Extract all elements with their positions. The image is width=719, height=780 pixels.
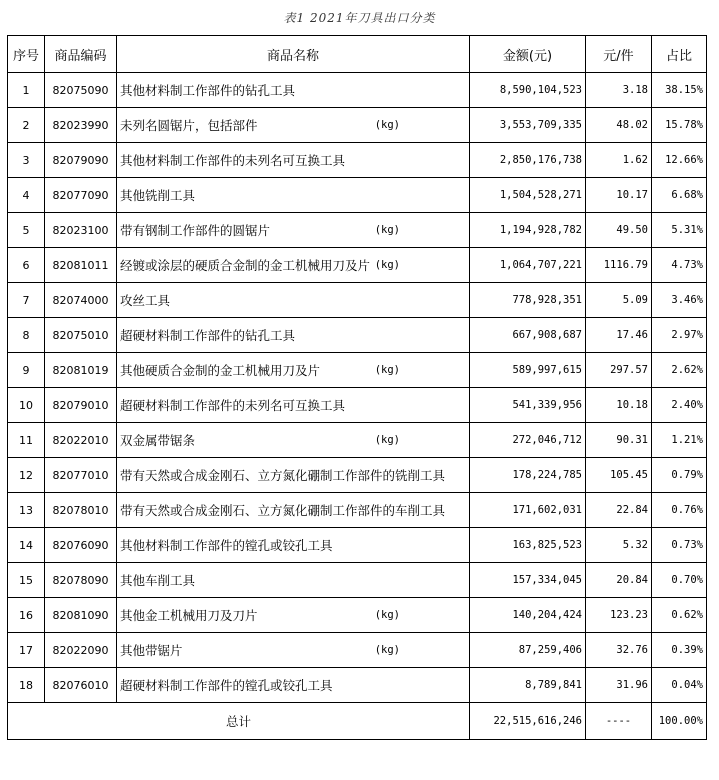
row-amount: 1,194,928,782 xyxy=(470,213,586,248)
total-amount: 22,515,616,246 xyxy=(470,703,586,740)
row-share: 15.78% xyxy=(652,108,707,143)
row-share: 2.40% xyxy=(652,388,707,423)
row-name: 其他材料制工作部件的镗孔或铰孔工具 xyxy=(120,538,333,553)
row-share: 0.70% xyxy=(652,563,707,598)
row-name: 带有天然或合成金刚石、立方氮化硼制工作部件的车削工具 xyxy=(120,503,446,518)
row-share: 38.15% xyxy=(652,73,707,108)
row-name-cell xyxy=(117,563,470,598)
row-index: 7 xyxy=(8,283,45,318)
row-name-cell xyxy=(117,213,470,248)
row-amount: 1,504,528,271 xyxy=(470,178,586,213)
row-share: 0.04% xyxy=(652,668,707,703)
row-name: 超硬材料制工作部件的未列名可互换工具 xyxy=(120,398,346,413)
row-amount: 157,334,045 xyxy=(470,563,586,598)
table-row xyxy=(8,528,707,563)
row-unit-price: 123.23 xyxy=(586,598,652,633)
table-caption: 表1 2021年刀具出口分类 xyxy=(283,11,436,25)
row-index: 6 xyxy=(8,248,45,283)
row-name: 双金属带锯条 xyxy=(120,433,196,448)
row-name: 其他材料制工作部件的未列名可互换工具 xyxy=(120,153,346,168)
row-unit-note: (kg) xyxy=(374,644,400,656)
row-name-cell xyxy=(117,598,470,633)
table-row xyxy=(8,318,707,353)
row-share: 2.62% xyxy=(652,353,707,388)
header-code: 商品编码 xyxy=(45,36,117,73)
header-row xyxy=(8,36,707,73)
row-unit-price: 17.46 xyxy=(586,318,652,353)
row-name: 超硬材料制工作部件的钻孔工具 xyxy=(120,328,296,343)
row-name: 其他硬质合金制的金工机械用刀及片 xyxy=(120,363,321,378)
row-amount: 541,339,956 xyxy=(470,388,586,423)
row-code: 82022010 xyxy=(45,423,117,458)
table-row xyxy=(8,248,707,283)
row-index: 4 xyxy=(8,178,45,213)
row-unit-price: 5.09 xyxy=(586,283,652,318)
row-amount: 8,590,104,523 xyxy=(470,73,586,108)
row-unit-price: 5.32 xyxy=(586,528,652,563)
header-share: 占比 xyxy=(652,36,707,73)
row-name-cell xyxy=(117,633,470,668)
table-row xyxy=(8,388,707,423)
row-amount: 589,997,615 xyxy=(470,353,586,388)
row-code: 82075010 xyxy=(45,318,117,353)
row-unit-price: 105.45 xyxy=(586,458,652,493)
row-index: 3 xyxy=(8,143,45,178)
row-code: 82081011 xyxy=(45,248,117,283)
header-unit-price: 元/件 xyxy=(586,36,652,73)
row-unit-price: 20.84 xyxy=(586,563,652,598)
row-index: 9 xyxy=(8,353,45,388)
row-index: 5 xyxy=(8,213,45,248)
row-unit-note: (kg) xyxy=(374,609,400,621)
row-name-cell xyxy=(117,528,470,563)
row-unit-price: 32.76 xyxy=(586,633,652,668)
total-share: 100.00% xyxy=(652,703,707,740)
row-amount: 3,553,709,335 xyxy=(470,108,586,143)
table-row xyxy=(8,633,707,668)
export-table xyxy=(7,35,707,740)
row-index: 17 xyxy=(8,633,45,668)
row-amount: 2,850,176,738 xyxy=(470,143,586,178)
row-unit-note: (kg) xyxy=(374,364,400,376)
row-amount: 163,825,523 xyxy=(470,528,586,563)
row-name-cell xyxy=(117,458,470,493)
row-name-cell xyxy=(117,423,470,458)
row-amount: 171,602,031 xyxy=(470,493,586,528)
table-row xyxy=(8,493,707,528)
row-unit-price: 22.84 xyxy=(586,493,652,528)
row-name: 经镀或涂层的硬质合金制的金工机械用刀及片 xyxy=(120,258,371,273)
row-unit-price: 10.18 xyxy=(586,388,652,423)
table-row xyxy=(8,353,707,388)
row-name-cell xyxy=(117,388,470,423)
row-index: 8 xyxy=(8,318,45,353)
row-amount: 178,224,785 xyxy=(470,458,586,493)
row-code: 82079090 xyxy=(45,143,117,178)
row-unit-price: 1.62 xyxy=(586,143,652,178)
row-unit-note: (kg) xyxy=(374,224,400,236)
row-code: 82078090 xyxy=(45,563,117,598)
row-index: 18 xyxy=(8,668,45,703)
row-index: 12 xyxy=(8,458,45,493)
row-index: 11 xyxy=(8,423,45,458)
row-share: 2.97% xyxy=(652,318,707,353)
row-name: 带有天然或合成金刚石、立方氮化硼制工作部件的铣削工具 xyxy=(120,468,446,483)
row-name-cell xyxy=(117,178,470,213)
row-code: 82076010 xyxy=(45,668,117,703)
row-amount: 272,046,712 xyxy=(470,423,586,458)
row-amount: 667,908,687 xyxy=(470,318,586,353)
row-name: 其他带锯片 xyxy=(120,643,183,658)
table-row xyxy=(8,423,707,458)
row-index: 16 xyxy=(8,598,45,633)
row-unit-price: 297.57 xyxy=(586,353,652,388)
row-code: 82081090 xyxy=(45,598,117,633)
table-row xyxy=(8,283,707,318)
row-share: 0.62% xyxy=(652,598,707,633)
total-label: 总计 xyxy=(8,703,470,740)
row-share: 0.73% xyxy=(652,528,707,563)
row-name: 其他铣削工具 xyxy=(120,188,196,203)
row-name: 其他材料制工作部件的钻孔工具 xyxy=(120,83,296,98)
row-index: 15 xyxy=(8,563,45,598)
row-amount: 87,259,406 xyxy=(470,633,586,668)
row-name: 攻丝工具 xyxy=(120,293,171,308)
row-name: 未列名圆锯片，包括部件 xyxy=(120,118,258,133)
row-share: 1.21% xyxy=(652,423,707,458)
row-code: 82076090 xyxy=(45,528,117,563)
total-unit-price: ---- xyxy=(586,703,652,740)
row-name-cell xyxy=(117,493,470,528)
table-row xyxy=(8,668,707,703)
row-code: 82075090 xyxy=(45,73,117,108)
row-unit-price: 48.02 xyxy=(586,108,652,143)
row-name-cell xyxy=(117,108,470,143)
row-name-cell xyxy=(117,73,470,108)
row-unit-price: 10.17 xyxy=(586,178,652,213)
row-name-cell xyxy=(117,353,470,388)
row-share: 0.39% xyxy=(652,633,707,668)
row-unit-note: (kg) xyxy=(374,434,400,446)
row-share: 0.79% xyxy=(652,458,707,493)
row-amount: 140,204,424 xyxy=(470,598,586,633)
row-name-cell xyxy=(117,143,470,178)
row-index: 10 xyxy=(8,388,45,423)
row-name-cell xyxy=(117,318,470,353)
row-unit-note: (kg) xyxy=(374,119,400,131)
row-code: 82077090 xyxy=(45,178,117,213)
row-code: 82023990 xyxy=(45,108,117,143)
row-unit-price: 49.50 xyxy=(586,213,652,248)
row-code: 82081019 xyxy=(45,353,117,388)
header-idx: 序号 xyxy=(8,36,45,73)
row-share: 5.31% xyxy=(652,213,707,248)
row-name: 其他车削工具 xyxy=(120,573,196,588)
header-amount: 金额(元) xyxy=(470,36,586,73)
row-amount: 8,789,841 xyxy=(470,668,586,703)
row-name-cell xyxy=(117,248,470,283)
table-row xyxy=(8,108,707,143)
row-name: 其他金工机械用刀及刀片 xyxy=(120,608,258,623)
row-unit-note: (kg) xyxy=(374,259,400,271)
row-unit-price: 1116.79 xyxy=(586,248,652,283)
table-row xyxy=(8,73,707,108)
row-index: 13 xyxy=(8,493,45,528)
total-row xyxy=(8,703,707,740)
row-unit-price: 3.18 xyxy=(586,73,652,108)
row-share: 6.68% xyxy=(652,178,707,213)
table-row xyxy=(8,563,707,598)
table-row xyxy=(8,598,707,633)
row-code: 82078010 xyxy=(45,493,117,528)
row-unit-price: 90.31 xyxy=(586,423,652,458)
row-name: 带有钢制工作部件的圆锯片 xyxy=(120,223,271,238)
row-code: 82023100 xyxy=(45,213,117,248)
table-row xyxy=(8,458,707,493)
row-share: 4.73% xyxy=(652,248,707,283)
row-share: 3.46% xyxy=(652,283,707,318)
row-unit-price: 31.96 xyxy=(586,668,652,703)
row-amount: 1,064,707,221 xyxy=(470,248,586,283)
row-share: 0.76% xyxy=(652,493,707,528)
row-code: 82079010 xyxy=(45,388,117,423)
row-code: 82022090 xyxy=(45,633,117,668)
table-row xyxy=(8,178,707,213)
row-amount: 778,928,351 xyxy=(470,283,586,318)
row-code: 82074000 xyxy=(45,283,117,318)
header-name: 商品名称 xyxy=(117,36,470,73)
row-share: 12.66% xyxy=(652,143,707,178)
table-row xyxy=(8,143,707,178)
table-row xyxy=(8,213,707,248)
row-index: 2 xyxy=(8,108,45,143)
row-index: 1 xyxy=(8,73,45,108)
row-name: 超硬材料制工作部件的镗孔或铰孔工具 xyxy=(120,678,333,693)
row-name-cell xyxy=(117,283,470,318)
row-index: 14 xyxy=(8,528,45,563)
row-code: 82077010 xyxy=(45,458,117,493)
row-name-cell xyxy=(117,668,470,703)
